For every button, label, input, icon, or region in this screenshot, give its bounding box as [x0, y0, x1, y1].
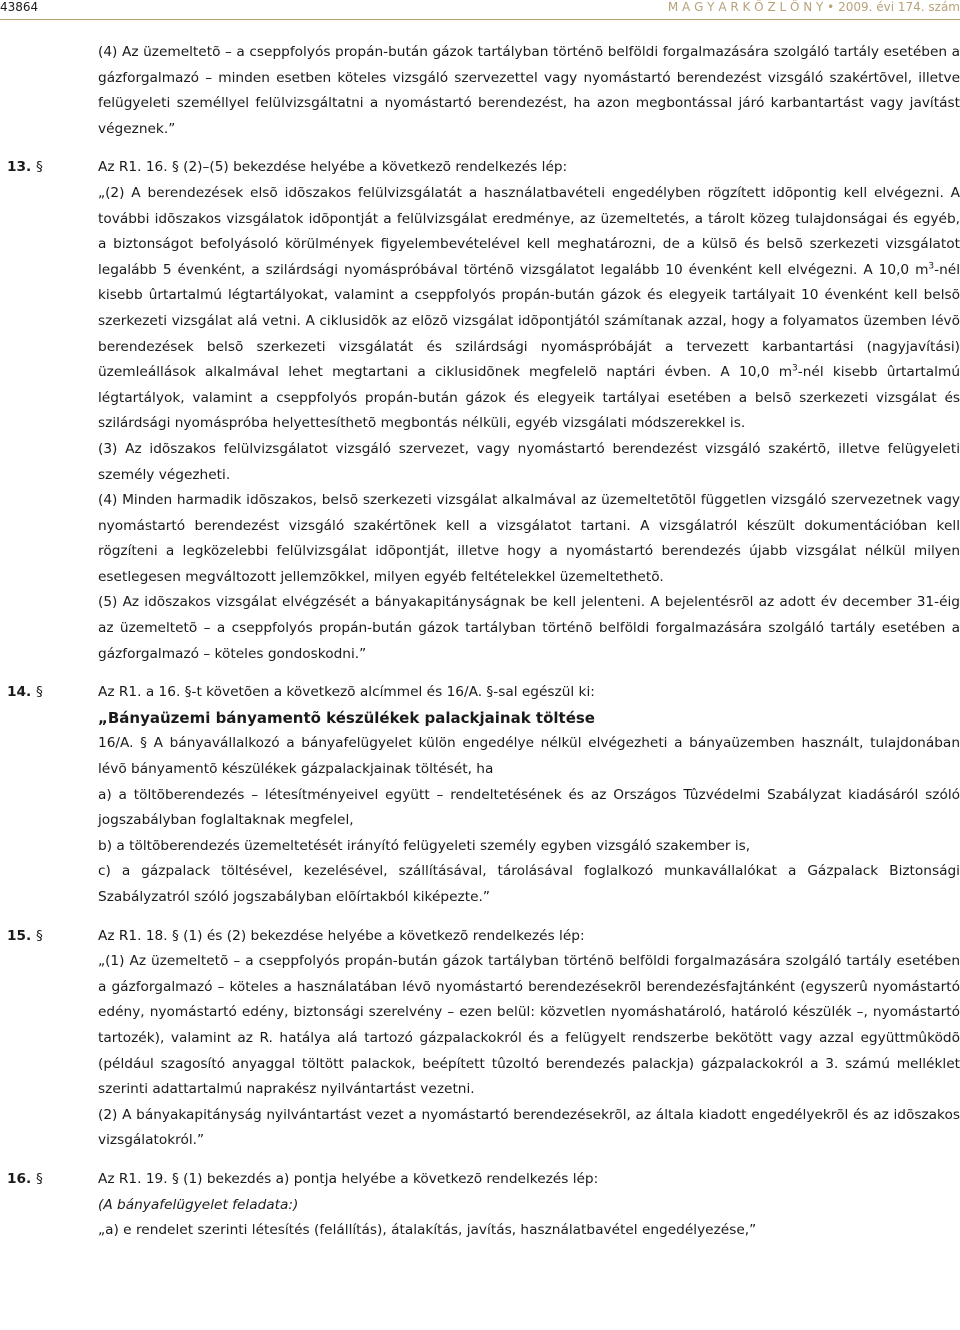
- paragraph-5: (5) Az idõszakos vizsgálat elvégzését a bányakapitányságnak be kell jelenteni. A bejelentésrõl az adott év december 31-éig az üzemeltetõ – a cseppfolyós propán-bután gázok tartályban történõ belföldi forgalmazására szolgáló tartály esetében a gázforgalmazó – köteles gondoskodni.”: [98, 594, 960, 662]
- paragraph-2: (2) A bányakapitányság nyilvántartást vezet a nyomástartó berendezésekrõl, az általa kiadott engedélyekrõl és az idõszakos vizsgálatokról.”: [98, 1106, 960, 1149]
- section-15: [7, 924, 960, 1154]
- section-mark: §: [36, 1170, 43, 1187]
- section-14: [7, 680, 960, 910]
- section-lead: Az R1. a 16. §-t követõen a következõ alcímmel és 16/A. §-sal egészül ki:: [98, 684, 595, 701]
- page-number: 43864: [0, 0, 39, 14]
- paragraph-3: (3) Az idõszakos felülvizsgálatot vizsgáló szervezet, vagy nyomástartó berendezést vizsgáló szakértõ, illetve felügyeleti személy végezheti.: [98, 440, 960, 483]
- section-lead: Az R1. 18. § (1) és (2) bekezdése helyébe a következõ rendelkezés lép:: [98, 927, 585, 944]
- section-number: 14.: [7, 684, 32, 701]
- header-rule: [0, 19, 960, 20]
- spacer: [98, 1154, 960, 1167]
- point-a: „a) e rendelet szerinti létesítés (felállítás), átalakítás, javítás, használatbavétel engedélyezése,”: [98, 1222, 757, 1239]
- paragraph-4: (4) Az üzemeltetõ – a cseppfolyós propán-bután gázok tartályban történõ belföldi forgalmazására szolgáló tartály esetében a gázforgalmazó – minden esetben köteles vizsgáló szervezettel vagy nyomástartó berendezést vizsgáló szakértõvel, illetve felügyeleti személlyel felülvizsgáltatni a nyomástartó berendezést, ha azon megbontással járó karbantartást vagy javítást végeznek.”: [98, 44, 960, 137]
- section-13: [7, 155, 960, 667]
- section-lead: Az R1. 16. § (2)–(5) bekezdése helyébe a következõ rendelkezés lép:: [98, 159, 568, 176]
- subtitle: „Bányaüzemi bányamentõ készülékek palackjainak töltése: [98, 708, 595, 727]
- section-number: 13.: [7, 159, 32, 176]
- point-a: a) a töltõberendezés – létesítményeivel együtt – rendeltetésének és az Országos Tûzvédelmi Szabályzat kiadásáról szóló jogszabályban foglaltaknak megfelel,: [98, 786, 960, 829]
- page-header: [0, 0, 960, 22]
- paragraph-4: (4) Minden harmadik idõszakos, belsõ szerkezeti vizsgálat alkalmával az üzemeltetõtõl független vizsgáló szervezetnek vagy nyomástartó berendezést vizsgáló szakértõnek kell a vizsgálatot tartani. A vizsgálatról készült dokumentációban kell rögzíteni a legközelebbi felülvizsgálat idõpontját, illetve hogy a nyomástartó berendezés újabb vizsgálat nélkül milyen esetlegesen megváltozott jellemzõkkel, milyen egyéb feltételekkel üzemeltethetõ.: [98, 492, 960, 585]
- section-number: 16.: [7, 1170, 32, 1187]
- journal-title: M A G Y A R K Ö Z L Ö N Y • 2009. évi 174. szám: [667, 0, 960, 14]
- superscript: 3: [928, 261, 935, 272]
- section-mark: §: [36, 927, 43, 944]
- point-b: b) a töltõberendezés üzemeltetését irányító felügyeleti személy egyben vizsgáló szakember is,: [98, 837, 751, 854]
- section-number: 15.: [7, 927, 32, 944]
- paragraph-16a: 16/A. § A bányavállalkozó a bányafelügyelet külön engedélye nélkül elvégezheti a bányaüzemben használt, tulajdonában lévõ bányamentõ készülékek gázpalackjainak töltését, ha: [98, 735, 960, 778]
- point-c: c) a gázpalack töltésével, kezelésével, szállításával, tárolásával foglalkozó munkavállalókat a Gázpalack Biztonsági Szabályzatról szóló jogszabályban elõírtakból kiképezte.”: [98, 863, 960, 905]
- spacer: [98, 667, 960, 680]
- document-body: [7, 40, 960, 1244]
- italic-note: (A bányafelügyelet feladata:): [98, 1196, 299, 1213]
- paragraph-2: „(2) A berendezések elsõ idõszakos felülvizsgálatát a használatbavételi engedélyben rögzített idõpontig kell elvégezni. A további idõszakos vizsgálatok idõpontját a felülvizsgálat eredménye, az üzemeltetés, a tárolt közeg tulajdonságai és egyéb, a biztonságot befolyásoló körülmények figyelembevételével kell meghatározni, de a külsõ és belsõ szerkezeti vizsgálatot legalább 5 évenként, a szilárdsági nyomáspróbával történõ vizsgálatot legalább 10 évenként kell elvégezni. A 10,0 $m^3$-nél kisebb ûrtartalmú légtartályokat, valamint a cseppfolyós propán-bután gázok és elegyeik tartályait 10 évenként kell belsõ szerkezeti vizsgálat alá vetni. A ciklusidõk az elõzõ vizsgálat idõpontjától számítanak azzal, hogy a folyamatos üzemben lévõ berendezések belsõ szerkezeti vizsgálatát és szilárdsági nyomáspróbáját a tervezett karbantartási (nagyjavítási) üzemleállások alkalmával lehet megtartani a ciklusidõnek megfelelõ naptári évben. A 10,0 $m^3$-nél kisebb ûrtartalmú légtartályok, valamint a cseppfolyós propán-bután gázok és elegyeik tartályai esetében a belsõ szerkezeti vizsgálat és szilárdsági nyomáspróba helyettesíthetõ megbontás nélküli, egyéb vizsgálati módszerekkel is.: [98, 184, 960, 432]
- section-mark: §: [36, 159, 43, 176]
- intro-section: [98, 40, 960, 142]
- spacer: [98, 911, 960, 924]
- superscript: 3: [792, 363, 798, 374]
- section-mark: §: [36, 684, 43, 701]
- section-lead: Az R1. 19. § (1) bekezdés a) pontja helyébe a következõ rendelkezés lép:: [98, 1170, 599, 1187]
- section-16: [7, 1167, 960, 1244]
- spacer: [98, 142, 960, 155]
- paragraph-1: „(1) Az üzemeltetõ – a cseppfolyós propán-bután gázok tartályban történõ belföldi forgalmazására szolgáló tartály esetében a gázforgalmazó – köteles a használatában lévõ nyomástartó berendezésekrõl berendezésfajtánként (egyszerû nyomástartó edény, nyomástartó edény, biztonsági szerelvény – ezen belül: közvetlen nyomáshatároló, határoló készülék –, nyomástartó tartozék), valamint az R. hatálya alá tartozó gázpalackokról és a felügyelt rendszerbe bekötött vagy azzal együttmûködõ (például szagosító anyaggal töltött palackok, beépített tûzoltó berendezés palackja) gázpalackokról a 3. számú melléklet szerinti adattartalmú naprakész nyilvántartást vezetni.: [98, 953, 960, 1098]
